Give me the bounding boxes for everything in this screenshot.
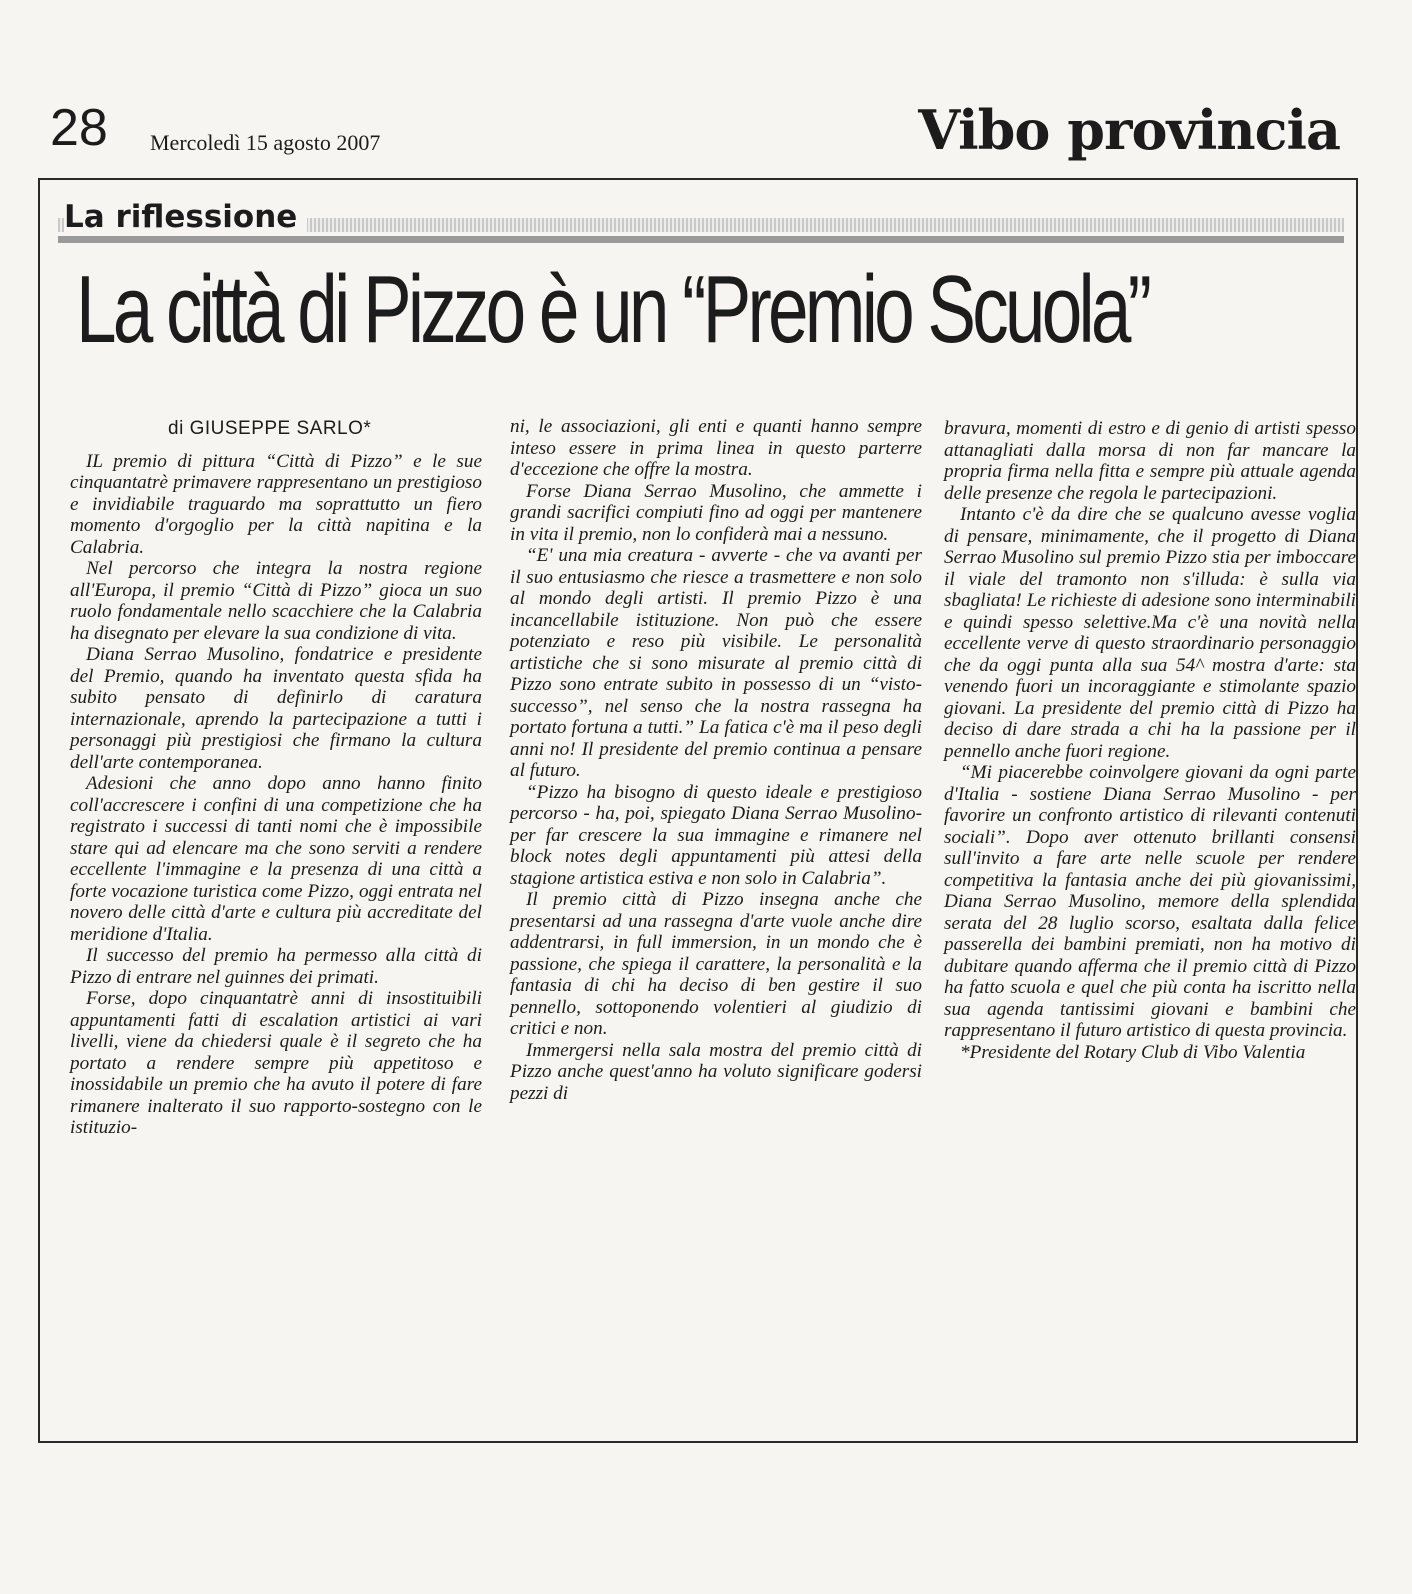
paragraph: Il successo del premio ha permesso alla città di Pizzo di entrare nel guinnes dei primati. bbox=[70, 945, 482, 988]
rubric-bar bbox=[58, 198, 1344, 243]
paragraph: Il premio città di Pizzo insegna anche che presentarsi ad una rassegna d'arte vuole anche dire addentrarsi, in full immersion, in un mondo che è passione, che spiega il carattere, la personalità e la fantasia di chi ha deciso di ben gestire il suo pennello, sottoponendo volentieri al giudizio di critici e non. bbox=[510, 889, 922, 1039]
publication-date: Mercoledì 15 agosto 2007 bbox=[150, 130, 381, 155]
article-column-1 bbox=[70, 418, 482, 1139]
paragraph: “Pizzo ha bisogno di questo ideale e prestigioso percorso - ha, poi, spiegato Diana Serrao Musolino- per far crescere la sua immagine e rimanere nel block notes degli appuntamenti più attesi della stagione artistica estiva e non solo in Calabria”. bbox=[510, 781, 922, 889]
paragraph: Adesioni che anno dopo anno hanno finito coll'accrescere i confini di una competizione che ha registrato i successi di tanti nomi che è impossibile stare qui ad elencare ma che sono serviti a rendere eccellente l'immagine e la presenza di una città a forte vocazione turistica come Pizzo, oggi entrata nel novero delle città d'arte e cultura più accreditate del meridione d'Italia. bbox=[70, 773, 482, 945]
paragraph: ni, le associazioni, gli enti e quanti hanno sempre inteso essere in prima linea in questo parterre d'eccezione che offre la mostra. bbox=[510, 416, 922, 480]
page-header bbox=[50, 100, 1350, 170]
article-box bbox=[38, 178, 1358, 1443]
paragraph: Diana Serrao Musolino, fondatrice e presidente del Premio, quando ha inventato questa sfida ha subito pensato di definirlo di caratura internazionale, aprendo la partecipazione a tutti i personaggi più prestigiosi che firmano la cultura dell'arte contemporanea. bbox=[70, 644, 482, 773]
paragraph: Forse, dopo cinquantatrè anni di insostituibili appuntamenti fatti di escalation artistici ai vari livelli, viene da chiedersi quale è il segreto che ha portato a rendere sempre più appetitoso e inossidabile un premio che ha avuto il potere di fare rimanere inalterato il suo rapporto-sostegno con le istituzio- bbox=[70, 988, 482, 1138]
rubric-label: La riflessione bbox=[64, 198, 307, 236]
article-headline: La città di Pizzo è un “Premio Scuola” bbox=[76, 256, 1149, 363]
paragraph: Immergersi nella sala mostra del premio città di Pizzo anche quest'anno ha voluto significare godersi pezzi di bbox=[510, 1039, 922, 1104]
paragraph: “E' una mia creatura - avverte - che va avanti per il suo entusiasmo che riesce a trasmettere e non solo al mondo degli artisti. Il premio Pizzo è una incancellabile istituzione. Non può che essere potenziato e reso più visibile. Le personalità artistiche che si sono misurate al premio città di Pizzo sono entrate subito in possesso di un “visto-successo”, nel senso che la nostra rassegna ha portato fortuna a tutti.” La fatica c'è ma il peso degli anni no! Il presidente del premio continua a pensare al futuro. bbox=[510, 545, 922, 781]
section-title: Vibo provincia bbox=[918, 98, 1340, 162]
article-column-3 bbox=[944, 418, 1356, 1063]
paragraph: Nel percorso che integra la nostra regione all'Europa, il premio “Città di Pizzo” gioca un suo ruolo fondamentale nello scacchiere che la Calabria ha disegnato per elevare la sua condizione di vita. bbox=[70, 558, 482, 644]
paragraph: bravura, momenti di estro e di genio di artisti spesso attanagliati dalla morsa di non far mancare la propria firma nella fitta e sempre più attuale agenda delle presenze che regola le partecipazioni. bbox=[944, 418, 1356, 504]
author-note: *Presidente del Rotary Club di Vibo Valentia bbox=[960, 1041, 1306, 1063]
page-number: 28 bbox=[50, 99, 108, 157]
paragraph: “Mi piacerebbe coinvolgere giovani da ogni parte d'Italia - sostiene Diana Serrao Musolino - per favorire un confronto artistico di rilevanti contenuti sociali”. Dopo aver ottenuto brillanti consensi sull'invito a fare arte nelle scuole per rendere competitiva la fantasia anche dei più giovanissimi, Diana Serrao Musolino, memore della splendida serata del 28 luglio scorso, esaltata dalla felice passerella dei bambini premiati, non ha motivo di dubitare quando afferma che il premio città di Pizzo ha fatto scuola e quel che più conta ha iscritto nella sua agenda tantissimi giovani e bambini che rappresentano il futuro artistico di questa provincia. bbox=[944, 762, 1356, 1041]
paragraph: Intanto c'è da dire che se qualcuno avesse voglia di pensare, minimamente, che il progetto di Diana Serrao Musolino sul premio Pizzo stia per imboccare il viale del tramonto non s'illuda: è sulla via sbagliata! Le richieste di adesione sono interminabili e quindi spesso selettive.Ma c'è una novità nella eccellente verve di questo straordinario personaggio che da oggi punta alla sua 54^ mostra d'arte: sta venendo fuori un incoraggiante e stimolante spazio giovani. La presidente del premio città di Pizzo ha deciso di dare strada a chi ha la passione per il pennello anche fuori regione. bbox=[944, 504, 1356, 762]
article-column-2 bbox=[510, 416, 922, 1104]
paragraph: Forse Diana Serrao Musolino, che ammette i grandi sacrifici compiuti fino ad oggi per mantenere in vita il premio, non lo confiderà mai a nessuno. bbox=[510, 480, 922, 545]
paragraph: IL premio di pittura “Città di Pizzo” e le sue cinquantatrè primavere rappresentano un prestigioso e invidiabile traguardo ma soprattutto un fiero momento d'orgoglio per la città napitina e la Calabria. bbox=[70, 450, 482, 558]
byline: di GIUSEPPE SARLO* bbox=[168, 418, 372, 439]
